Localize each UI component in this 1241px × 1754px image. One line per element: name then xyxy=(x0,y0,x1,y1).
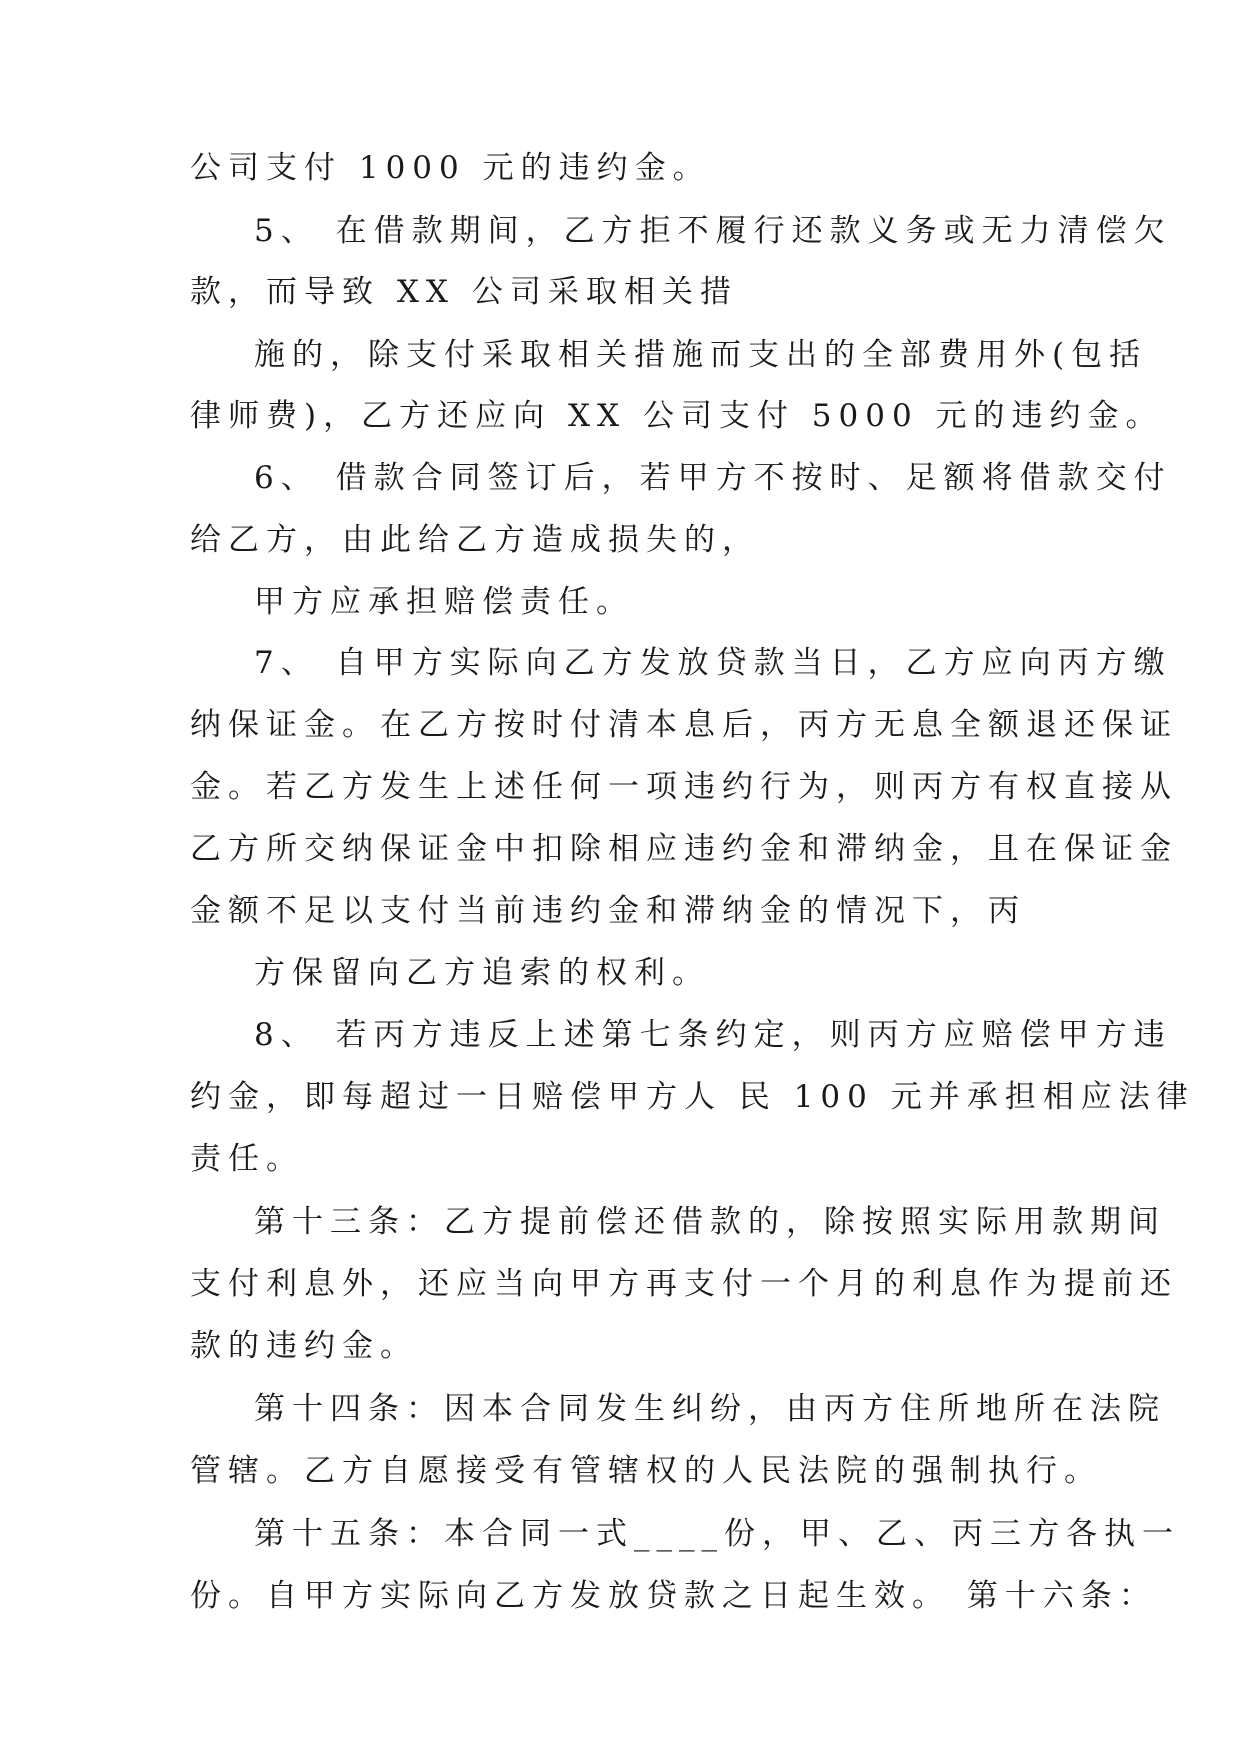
text-line: 第十三条：乙方提前偿还借款的，除按照实际用款期间 xyxy=(254,1204,1166,1240)
text-line: 施的，除支付采取相关措施而支出的全部费用外(包括 xyxy=(254,337,1148,373)
text-line: 给乙方，由此给乙方造成损失的， xyxy=(190,522,760,558)
text-line: 律师费)，乙方还应向 XX 公司支付 5000 元的违约金。 xyxy=(190,398,1164,434)
text-line: 责任。 xyxy=(190,1141,304,1177)
text-line: 6、 借款合同签订后，若甲方不按时、足额将借款交付 xyxy=(254,460,1172,496)
text-line: 管辖。乙方自愿接受有管辖权的人民法院的强制执行。 xyxy=(190,1453,1102,1489)
text-line: 第十四条：因本合同发生纠纷，由丙方住所地所在法院 xyxy=(254,1391,1166,1427)
text-line: 甲方应承担赔偿责任。 xyxy=(254,584,634,620)
text-line: 方保留向乙方追索的权利。 xyxy=(254,955,710,991)
text-line: 款，而导致 XX 公司采取相关措 xyxy=(190,274,738,310)
text-line: 7、 自甲方实际向乙方发放贷款当日，乙方应向丙方缴 xyxy=(254,645,1172,681)
text-line: 约金，即每超过一日赔偿甲方人 民 100 元并承担相应法律 xyxy=(190,1079,1195,1115)
text-line: 支付利息外，还应当向甲方再支付一个月的利息作为提前还 xyxy=(190,1266,1178,1302)
text-line: 5、 在借款期间，乙方拒不履行还款义务或无力清偿欠 xyxy=(254,213,1172,249)
text-line: 8、 若丙方违反上述第七条约定，则丙方应赔偿甲方违 xyxy=(254,1017,1172,1053)
text-line: 款的违约金。 xyxy=(190,1328,418,1364)
text-line: 纳保证金。在乙方按时付清本息后，丙方无息全额退还保证 xyxy=(190,707,1178,743)
text-line: 金额不足以支付当前违约金和滞纳金的情况下，丙 xyxy=(190,893,1026,929)
text-line: 公司支付 1000 元的违约金。 xyxy=(190,150,711,186)
text-line: 乙方所交纳保证金中扣除相应违约金和滞纳金，且在保证金 xyxy=(190,831,1178,867)
text-line: 第十五条：本合同一式____份，甲、乙、丙三方各执一 xyxy=(254,1516,1180,1552)
text-line: 份。自甲方实际向乙方发放贷款之日起生效。 第十六条： xyxy=(190,1578,1157,1614)
text-line: 金。若乙方发生上述任何一项违约行为，则丙方有权直接从 xyxy=(190,769,1178,805)
